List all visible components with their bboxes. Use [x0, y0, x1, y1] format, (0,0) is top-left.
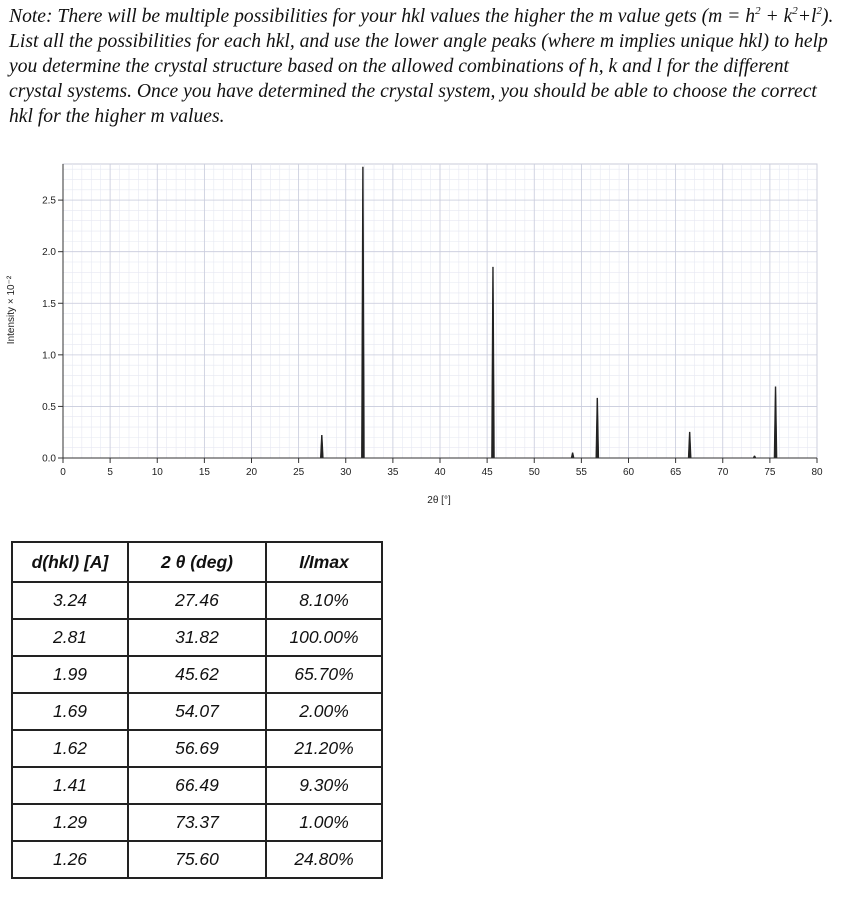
cell-dhkl: 3.24 — [12, 582, 128, 619]
x-tick-label: 15 — [198, 467, 210, 478]
table-row — [12, 656, 382, 693]
cell-two-theta: 27.46 — [128, 582, 266, 619]
x-tick-label: 30 — [340, 467, 352, 478]
cell-dhkl: 1.62 — [12, 730, 128, 767]
x-tick-label: 75 — [764, 467, 776, 478]
y-tick-label: 0.0 — [42, 453, 56, 465]
table-row — [12, 730, 382, 767]
note-text-part-1: Note: There will be multiple possibilities for your hkl values the higher the m value gets (m = h — [9, 6, 756, 27]
cell-intensity: 24.80% — [266, 841, 382, 878]
cell-dhkl: 1.29 — [12, 804, 128, 841]
y-tick-label: 1.0 — [42, 350, 56, 362]
cell-intensity: 9.30% — [266, 767, 382, 804]
x-tick-label: 40 — [434, 467, 446, 478]
table-row — [12, 767, 382, 804]
cell-dhkl: 1.26 — [12, 841, 128, 878]
note-text-part-3: +l — [797, 6, 817, 27]
table-row — [12, 841, 382, 878]
cell-two-theta: 31.82 — [128, 619, 266, 656]
y-tick-label: 0.5 — [42, 401, 56, 413]
x-tick-label: 0 — [60, 467, 66, 478]
y-tick-label: 1.5 — [42, 298, 56, 310]
x-tick-label: 45 — [481, 467, 493, 478]
column-header-dhkl: d(hkl) [A] — [12, 542, 128, 582]
xrd-pattern-chart — [0, 152, 850, 532]
y-axis-label: Intensity × 10⁻² — [6, 275, 17, 345]
table-row — [12, 693, 382, 730]
cell-intensity: 2.00% — [266, 693, 382, 730]
table-header-row — [12, 542, 382, 582]
instruction-note — [9, 4, 844, 129]
table-row — [12, 804, 382, 841]
x-tick-label: 65 — [670, 467, 682, 478]
x-tick-label: 5 — [107, 467, 113, 478]
cell-intensity: 8.10% — [266, 582, 382, 619]
cell-intensity: 100.00% — [266, 619, 382, 656]
x-tick-label: 20 — [245, 467, 258, 478]
y-tick-label: 2.0 — [42, 247, 56, 259]
table-row — [12, 619, 382, 656]
x-axis-label: 2θ [°] — [427, 495, 451, 506]
cell-two-theta: 54.07 — [128, 693, 266, 730]
cell-dhkl: 1.41 — [12, 767, 128, 804]
superscript: 2 — [792, 5, 798, 17]
cell-two-theta: 66.49 — [128, 767, 266, 804]
column-header-two-theta: 2 θ (deg) — [128, 542, 266, 582]
column-header-intensity: I/Imax — [266, 542, 382, 582]
cell-intensity: 21.20% — [266, 730, 382, 767]
cell-dhkl: 1.99 — [12, 656, 128, 693]
x-tick-label: 70 — [717, 467, 729, 478]
cell-intensity: 1.00% — [266, 804, 382, 841]
y-tick-label: 2.5 — [42, 195, 56, 207]
x-tick-label: 50 — [528, 467, 540, 478]
x-tick-label: 10 — [151, 467, 163, 478]
x-tick-label: 35 — [387, 467, 399, 478]
peak-data-table — [11, 541, 383, 879]
superscript: 2 — [755, 5, 761, 17]
cell-dhkl: 1.69 — [12, 693, 128, 730]
cell-two-theta: 73.37 — [128, 804, 266, 841]
cell-intensity: 65.70% — [266, 656, 382, 693]
x-tick-label: 60 — [622, 467, 635, 478]
note-text-part-4: ). List all the possibilities for each hkl, and use the lower angle peaks (where m implies unique hkl) to help you determine the crystal structure based on the allowed combinations of h, k and l for the different crystal systems. Once you have determined the crystal system, you should be able to choose the correct hkl for the higher m values. — [9, 6, 834, 127]
cell-dhkl: 2.81 — [12, 619, 128, 656]
superscript: 2 — [816, 5, 822, 17]
cell-two-theta: 45.62 — [128, 656, 266, 693]
chart-grid — [63, 164, 817, 458]
cell-two-theta: 56.69 — [128, 730, 266, 767]
cell-two-theta: 75.60 — [128, 841, 266, 878]
x-tick-label: 55 — [575, 467, 587, 478]
x-tick-label: 25 — [293, 467, 305, 478]
x-tick-label: 80 — [811, 467, 823, 478]
note-text-part-2: + k — [760, 6, 793, 27]
table-row — [12, 582, 382, 619]
